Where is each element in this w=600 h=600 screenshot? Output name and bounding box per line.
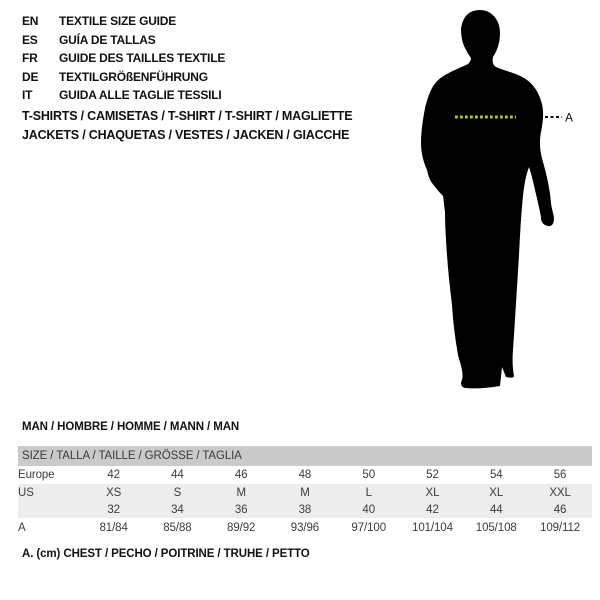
language-label: GUIDA ALLE TAGLIE TESSILI: [59, 88, 222, 103]
chest-cm: 105/108: [464, 518, 528, 537]
language-list: [22, 12, 225, 105]
table-row-europe: [18, 466, 592, 484]
chest-cm: 89/92: [209, 518, 273, 537]
row-label-a: A: [18, 518, 82, 537]
us-size: XL: [401, 484, 465, 501]
numeric-size: 40: [337, 501, 401, 518]
numeric-size: 44: [464, 501, 528, 518]
language-code: IT: [22, 88, 33, 103]
measurement-footnote: A. (cm) CHEST / PECHO / POITRINE / TRUHE / PETTO: [22, 548, 310, 560]
language-label: GUÍA DE TALLAS: [59, 32, 156, 47]
us-size: M: [273, 484, 337, 501]
numeric-size: 34: [146, 501, 210, 518]
chest-cm: 93/96: [273, 518, 337, 537]
size-table-header-row: [18, 446, 592, 466]
chest-cm: 81/84: [82, 518, 146, 537]
garment-categories: [22, 107, 352, 144]
numeric-size: 38: [273, 501, 337, 518]
language-label: TEXTILGRÖßENFÜHRUNG: [59, 69, 208, 84]
numeric-size: 46: [528, 501, 592, 518]
chest-cm: 97/100: [337, 518, 401, 537]
language-row-de: [22, 68, 225, 87]
europe-size: 46: [209, 466, 273, 484]
language-label: TEXTILE SIZE GUIDE: [59, 14, 177, 28]
man-silhouette: [421, 10, 554, 388]
europe-size: 50: [337, 466, 401, 484]
measure-label-a: A: [565, 110, 574, 125]
us-size: XS: [82, 484, 146, 501]
language-code: EN: [22, 14, 39, 28]
us-size: XXL: [528, 484, 592, 501]
language-label: GUIDE DES TAILLES TEXTILE: [59, 51, 226, 66]
row-label-us: US: [18, 484, 82, 501]
us-size: S: [146, 484, 210, 501]
europe-size: 56: [528, 466, 592, 484]
language-row-en: [22, 12, 225, 31]
size-table-container: [18, 446, 592, 537]
chest-cm: 109/112: [528, 518, 592, 537]
numeric-size: 32: [82, 501, 146, 518]
language-code: FR: [22, 51, 38, 66]
category-tshirts: T-SHIRTS / CAMISETAS / T-SHIRT / T-SHIRT / MAGLIETTE: [22, 109, 353, 123]
category-jackets: JACKETS / CHAQUETAS / VESTES / JACKEN / GIACCHE: [22, 127, 350, 142]
man-silhouette-figure: [410, 5, 575, 395]
europe-size: 42: [82, 466, 146, 484]
chest-cm: 101/104: [401, 518, 465, 537]
size-table-header: SIZE / TALLA / TAILLE / GRÖSSE / TAGLIA: [18, 446, 592, 466]
section-title-man: MAN / HOMBRE / HOMME / MANN / MAN: [22, 421, 240, 433]
language-row-it: [22, 86, 225, 105]
us-size: M: [209, 484, 273, 501]
size-table: [18, 446, 592, 537]
numeric-size: 36: [209, 501, 273, 518]
chest-cm: 85/88: [146, 518, 210, 537]
europe-size: 44: [146, 466, 210, 484]
table-row-chest-cm: [18, 518, 592, 537]
language-row-fr: [22, 49, 225, 68]
europe-size: 48: [273, 466, 337, 484]
us-size: L: [337, 484, 401, 501]
table-row-us: [18, 484, 592, 501]
table-row-numeric: [18, 501, 592, 518]
europe-size: 54: [464, 466, 528, 484]
row-label-europe: Europe: [18, 466, 82, 484]
us-size: XL: [464, 484, 528, 501]
numeric-size: 42: [401, 501, 465, 518]
row-label-numeric: [18, 501, 82, 518]
language-code: DE: [22, 69, 39, 84]
language-code: ES: [22, 32, 38, 47]
europe-size: 52: [401, 466, 465, 484]
language-row-es: [22, 31, 225, 50]
